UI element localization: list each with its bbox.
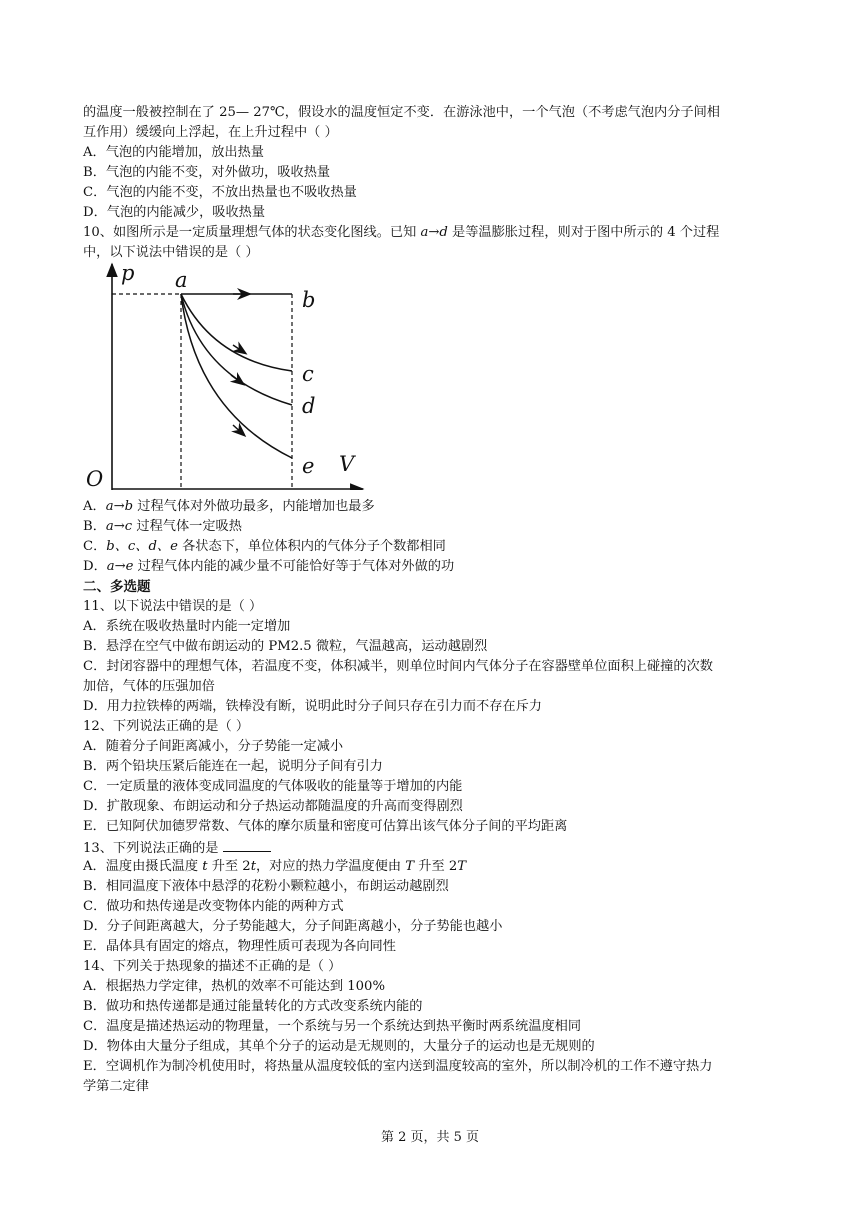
question-14-option-e-cont: 学第二定律 xyxy=(83,1079,149,1094)
process-a-d-arrow xyxy=(231,375,243,384)
v-axis-label: V xyxy=(339,452,355,476)
question-12-option-b: B．两个铅块压紧后能连在一起，说明分子间有引力 xyxy=(83,759,383,774)
option-process: a→b xyxy=(105,499,134,514)
question-12-stem: 12、下列说法正确的是（ ） xyxy=(83,719,250,734)
option-letter: A． xyxy=(83,499,106,514)
point-c-label: c xyxy=(302,362,314,386)
question-13-option-e: E．晶体具有固定的熔点，物理性质可表现为各向同性 xyxy=(83,939,396,954)
question-10-option-d xyxy=(83,557,803,577)
question-14-option-c: C．温度是描述热运动的物理量，一个系统与另一个系统达到热平衡时两系统温度相同 xyxy=(83,1019,582,1034)
question-11-option-c-cont: 加倍，气体的压强加倍 xyxy=(83,679,215,694)
question-12-option-a: A．随着分子间距离减小，分子势能一定减小 xyxy=(83,739,344,754)
question-10-option-a xyxy=(83,497,803,517)
question-13-stem-line xyxy=(83,837,803,857)
point-e-label: e xyxy=(302,454,315,478)
option-text: 过程气体内能的减少量不可能恰好等于气体对外做的功 xyxy=(133,559,455,574)
answer-blank xyxy=(223,837,271,852)
option-var: T xyxy=(457,859,467,874)
option-var: t xyxy=(202,859,208,874)
section-heading-multiple-choice: 二、多选题 xyxy=(83,579,151,595)
question-13-option-d: D．分子间距离越大，分子势能越大，分子间距离越小，分子势能也越小 xyxy=(83,919,503,934)
question-9-option-c: C．气泡的内能不变，不放出热量也不吸收热量 xyxy=(83,185,357,200)
pv-diagram xyxy=(83,260,373,490)
p-axis-label: p xyxy=(121,261,135,285)
question-12-option-c: C．一定质量的液体变成同温度的气体吸收的能量等于增加的内能 xyxy=(83,779,463,794)
question-10-stem-text: 10、如图所示是一定质量理想气体的状态变化图线。已知 xyxy=(83,225,421,240)
option-process: a→c xyxy=(105,519,133,534)
question-13-option-b: B．相同温度下液体中悬浮的花粉小颗粒越小，布朗运动越剧烈 xyxy=(83,879,449,894)
question-10-stem-text-2: 是等温膨胀过程，则对于图中所示的 4 个过程 xyxy=(447,225,720,240)
question-9-stem-line-2: 互作用）缓缓向上浮起，在上升过程中（ ） xyxy=(83,125,338,140)
option-text: 过程气体对外做功最多，内能增加也最多 xyxy=(133,499,375,514)
question-10-stem-line-1 xyxy=(83,223,803,243)
question-14-option-a: A．根据热力学定律，热机的效率不可能达到 100% xyxy=(83,979,385,994)
question-11-option-d: D．用力拉铁棒的两端，铁棒没有断，说明此时分子间只存在引力而不存在斥力 xyxy=(83,699,542,714)
option-text: 升至 2 xyxy=(207,859,251,874)
question-13-option-c: C．做功和热传递是改变物体内能的两种方式 xyxy=(83,899,344,914)
question-9-option-a: A．气泡的内能增加，放出热量 xyxy=(83,145,264,160)
question-9-option-b: B．气泡的内能不变，对外做功，吸收热量 xyxy=(83,165,331,180)
question-10-stem-process: a→d xyxy=(420,225,448,240)
page-footer: 第 2 页，共 5 页 xyxy=(380,1130,480,1145)
question-10-option-c xyxy=(83,537,803,557)
option-process: a→e xyxy=(106,559,134,574)
origin-label: O xyxy=(86,467,104,490)
question-14-option-e: E．空调机作为制冷机使用时，将热量从温度较低的室内送到温度较高的室外，所以制冷机的工作不遵守热力 xyxy=(83,1059,713,1074)
question-12-option-d: D．扩散现象、布朗运动和分子热运动都随温度的升高而变得剧烈 xyxy=(83,799,463,814)
option-letter: C． xyxy=(83,539,107,554)
option-letter: D． xyxy=(83,559,107,574)
option-letter: B． xyxy=(83,519,106,534)
process-a-e-curve xyxy=(181,294,292,458)
question-14-option-d: D．物体由大量分子组成，其单个分子的运动是无规则的，大量分子的运动也是无规则的 xyxy=(83,1039,595,1054)
question-14-stem: 14、下列关于热现象的描述不正确的是（ ） xyxy=(83,959,342,974)
option-text: ，对应的热力学温度便由 xyxy=(256,859,406,874)
point-d-label: d xyxy=(302,394,316,418)
option-text: 升至 2 xyxy=(414,859,458,874)
option-text: A．温度由摄氏温度 xyxy=(83,859,203,874)
question-13-option-a xyxy=(83,857,803,877)
question-12-option-e: E．已知阿伏加德罗常数、气体的摩尔质量和密度可估算出该气体分子间的平均距离 xyxy=(83,819,568,834)
option-text: 过程气体一定吸热 xyxy=(132,519,242,534)
question-10 xyxy=(83,223,803,263)
question-13-stem: 13、下列说法正确的是 xyxy=(83,841,219,856)
option-text: 各状态下，单位体积内的气体分子个数都相同 xyxy=(177,539,446,554)
question-10-stem-line-2: 中，以下说法中错误的是（ ） xyxy=(83,245,259,260)
question-11-stem: 11、以下说法中错误的是（ ） xyxy=(83,599,263,614)
point-a-label: a xyxy=(175,268,188,292)
question-11-option-c: C．封闭容器中的理想气体，若温度不变，体积减半，则单位时间内气体分子在容器壁单位面积上碰撞的次数 xyxy=(83,659,713,674)
question-9-option-d: D．气泡的内能减少，吸收热量 xyxy=(83,205,266,220)
process-a-d-curve xyxy=(181,294,292,405)
question-14-option-b: B．做功和热传递都是通过能量转化的方式改变系统内能的 xyxy=(83,999,423,1014)
question-10-option-b xyxy=(83,517,803,537)
question-10-options xyxy=(83,497,803,1097)
question-9-stem-line-1: 的温度一般被控制在了 25— 27℃，假设水的温度恒定不变．在游泳池中，一个气泡（不考虑气泡内分子间相 xyxy=(83,105,720,120)
option-var: t xyxy=(250,859,256,874)
point-b-label: b xyxy=(302,288,316,312)
question-9 xyxy=(83,103,803,223)
question-11-option-b: B．悬浮在空气中做布朗运动的 PM2.5 微粒，气温越高，运动越剧烈 xyxy=(83,639,488,654)
process-a-e-arrow xyxy=(233,425,244,435)
option-var: T xyxy=(405,859,415,874)
option-states: b、c、d、e xyxy=(106,539,178,554)
question-11-option-a: A．系统在吸收热量时内能一定增加 xyxy=(83,619,291,634)
